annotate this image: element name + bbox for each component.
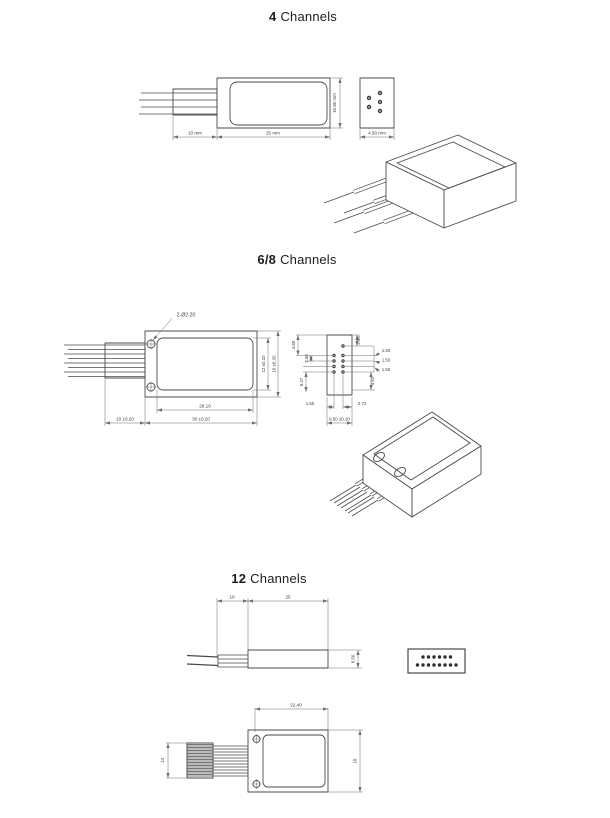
dim-68-ev-left-top: 4.60	[291, 340, 296, 350]
dim-4ch-end-width: 4.50 mm	[368, 130, 386, 136]
dim-12-body-width: 18	[352, 758, 358, 764]
package-lid-4ch	[230, 82, 327, 125]
dim-68-ev-left-mid: 1.60	[304, 354, 309, 363]
end-view-68-dim-lines	[291, 335, 391, 426]
dim-68-body-height: 16 ±0.20	[271, 355, 277, 373]
dim-4ch-body: 25 mm	[265, 130, 281, 136]
profile-fibers-12ch	[187, 656, 218, 666]
dim-68-pitch3: 1.50	[381, 367, 391, 372]
title-4-word: Channels	[280, 9, 337, 24]
dim-12-body: 25	[285, 594, 291, 600]
drawing-68ch	[64, 313, 481, 518]
fiber-lines-4ch	[139, 93, 217, 114]
title-68-word: Channels	[280, 252, 337, 267]
fiber-lines-68ch	[64, 345, 145, 377]
dim-68-ev-width: 6.50 ±0.10	[329, 416, 350, 422]
dim-68-ev-bottom-right: 2.72	[357, 401, 367, 406]
end-face-68ch	[327, 335, 352, 395]
mounting-holes-12ch	[252, 734, 262, 789]
title-4-num: 4	[269, 9, 277, 24]
end-view-68ch	[291, 335, 391, 426]
dim-68-inner-length: 28.10	[199, 403, 211, 409]
dim-68-inner-height: 12 ±0.10	[261, 355, 266, 373]
dim-68-pitch1: 1.50	[381, 348, 391, 353]
drawing-12ch	[160, 595, 465, 792]
bottom-lid-12ch	[263, 735, 325, 787]
package-body-68ch	[145, 331, 257, 397]
fiber-ribbon-12ch	[187, 743, 248, 778]
dim-12-bottom-length: 22.40	[290, 702, 302, 708]
package-lid-68ch	[157, 338, 253, 390]
side-view-12ch	[187, 595, 362, 668]
dim-4ch-height: 10.80 mm	[332, 93, 337, 113]
front-view-4ch	[139, 78, 330, 128]
end-face-4ch	[360, 78, 394, 128]
bottom-view-12ch	[160, 703, 363, 792]
dim-68-ev-left-bottom: 5.37	[299, 377, 304, 387]
mounting-holes-68ch	[146, 339, 157, 393]
profile-boot-12ch	[218, 655, 248, 667]
iso-view-68ch	[330, 412, 481, 517]
fiber-ports-4ch	[367, 91, 382, 113]
fiber-ports-12ch	[416, 655, 458, 666]
dim-68-ev-right-top: 2.98	[356, 336, 361, 345]
dim-68-ev-bottom-left: 1.65	[305, 401, 315, 406]
package-body-4ch	[217, 78, 330, 128]
dim-12-boot: 10	[229, 594, 235, 600]
fiber-boot-68ch	[105, 343, 145, 378]
dim-4ch-boot: 10 mm	[187, 130, 203, 136]
dim-68-body-length: 30 ±0.20	[192, 416, 210, 422]
dim-68-boot-length: 10 ±0.20	[116, 416, 134, 422]
dim-68-hole-callout: 2-Ø2.20	[176, 312, 196, 319]
title-12-word: Channels	[250, 571, 307, 586]
profile-body-12ch	[248, 650, 328, 668]
dim-68-ev-right-bottom: 4.82	[370, 376, 375, 386]
drawing-4ch	[139, 78, 516, 233]
title-12-num: 12	[231, 571, 247, 586]
dimensions-4ch	[173, 78, 343, 140]
front-view-68ch	[64, 313, 257, 398]
dim-12-ribbon-width: 14	[160, 758, 165, 763]
title-68-num: 6/8	[257, 252, 277, 267]
hole-callout-68ch	[153, 313, 195, 341]
end-face-12ch	[408, 649, 465, 673]
dim-68-pitch2: 1.50	[381, 357, 391, 363]
iso-view-4ch	[324, 135, 516, 233]
dim-12-height: 6.50	[350, 654, 356, 664]
end-view-4ch	[360, 78, 394, 140]
end-view-12ch	[408, 649, 465, 673]
fiber-ports-68ch	[332, 344, 344, 373]
